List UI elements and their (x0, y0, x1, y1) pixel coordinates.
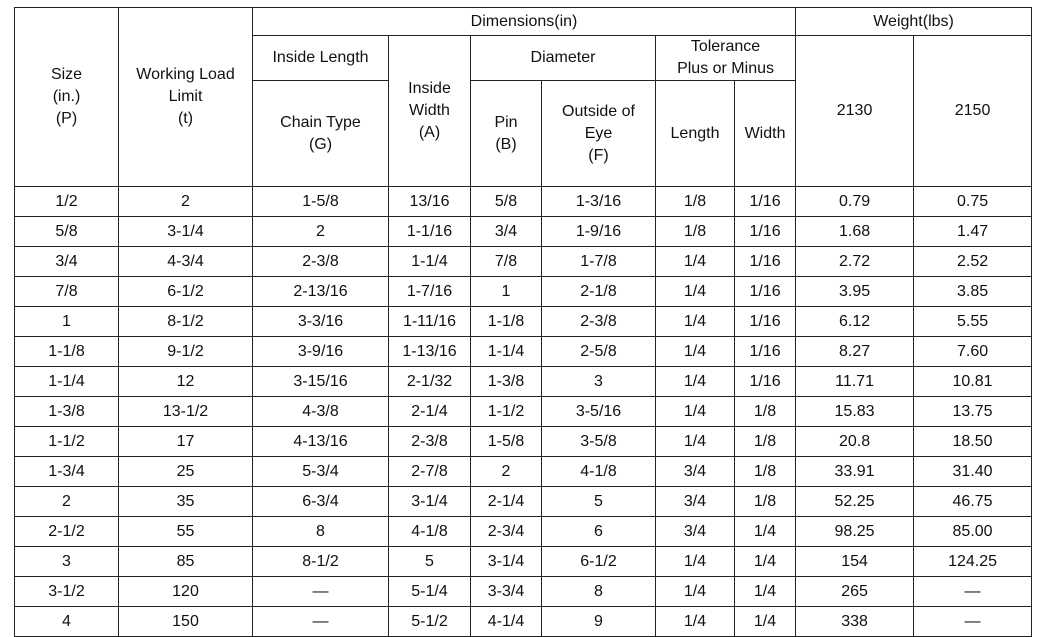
cell-working-load-limit: 8-1/2 (119, 307, 253, 337)
cell-tolerance-length: 1/4 (656, 397, 735, 427)
cell-inside-width: 5-1/2 (389, 607, 471, 637)
cell-inside-width: 1-1/16 (389, 217, 471, 247)
header-weight-2130: 2130 (796, 36, 914, 187)
cell-working-load-limit: 25 (119, 457, 253, 487)
cell-pin: 1-1/2 (471, 397, 542, 427)
cell-tolerance-length: 1/4 (656, 547, 735, 577)
cell-size: 2-1/2 (15, 517, 119, 547)
cell-chain-type: — (253, 607, 389, 637)
cell-weight-2130: 0.79 (796, 187, 914, 217)
cell-chain-type: 8-1/2 (253, 547, 389, 577)
cell-size: 5/8 (15, 217, 119, 247)
header-tolerance-length: Length (656, 81, 735, 187)
cell-outside-of-eye: 5 (542, 487, 656, 517)
cell-weight-2150: 124.25 (914, 547, 1032, 577)
table-body (15, 187, 1032, 637)
cell-weight-2130: 15.83 (796, 397, 914, 427)
header-diameter: Diameter (471, 36, 656, 81)
cell-weight-2150: 7.60 (914, 337, 1032, 367)
header-working-load-limit: Working Load Limit (t) (119, 8, 253, 187)
cell-weight-2150: 3.85 (914, 277, 1032, 307)
header-outside-of-eye: Outside of Eye (F) (542, 81, 656, 187)
cell-outside-of-eye: 1-7/8 (542, 247, 656, 277)
cell-pin: 4-1/4 (471, 607, 542, 637)
cell-chain-type: 8 (253, 517, 389, 547)
cell-outside-of-eye: 6-1/2 (542, 547, 656, 577)
cell-inside-width: 1-7/16 (389, 277, 471, 307)
cell-weight-2150: 31.40 (914, 457, 1032, 487)
cell-weight-2130: 338 (796, 607, 914, 637)
cell-pin: 3/4 (471, 217, 542, 247)
cell-pin: 3-3/4 (471, 577, 542, 607)
cell-weight-2130: 20.8 (796, 427, 914, 457)
cell-tolerance-width: 1/16 (735, 217, 796, 247)
cell-chain-type: 1-5/8 (253, 187, 389, 217)
cell-outside-of-eye: 3 (542, 367, 656, 397)
cell-tolerance-width: 1/16 (735, 187, 796, 217)
cell-chain-type: 4-13/16 (253, 427, 389, 457)
cell-size: 4 (15, 607, 119, 637)
cell-weight-2150: 10.81 (914, 367, 1032, 397)
cell-weight-2150: 5.55 (914, 307, 1032, 337)
cell-outside-of-eye: 1-9/16 (542, 217, 656, 247)
cell-working-load-limit: 4-3/4 (119, 247, 253, 277)
cell-tolerance-length: 1/4 (656, 577, 735, 607)
cell-tolerance-length: 1/4 (656, 427, 735, 457)
cell-outside-of-eye: 2-1/8 (542, 277, 656, 307)
cell-chain-type: 6-3/4 (253, 487, 389, 517)
cell-weight-2150: 13.75 (914, 397, 1032, 427)
cell-tolerance-width: 1/8 (735, 487, 796, 517)
cell-chain-type: 3-9/16 (253, 337, 389, 367)
cell-chain-type: 4-3/8 (253, 397, 389, 427)
cell-working-load-limit: 3-1/4 (119, 217, 253, 247)
cell-tolerance-length: 1/8 (656, 217, 735, 247)
cell-outside-of-eye: 2-5/8 (542, 337, 656, 367)
cell-tolerance-length: 1/4 (656, 337, 735, 367)
cell-tolerance-width: 1/4 (735, 517, 796, 547)
cell-outside-of-eye: 3-5/8 (542, 427, 656, 457)
cell-working-load-limit: 12 (119, 367, 253, 397)
cell-size: 3/4 (15, 247, 119, 277)
table-row (15, 307, 1032, 337)
cell-pin: 2 (471, 457, 542, 487)
cell-weight-2130: 33.91 (796, 457, 914, 487)
cell-working-load-limit: 13-1/2 (119, 397, 253, 427)
table-row (15, 367, 1032, 397)
cell-size: 2 (15, 487, 119, 517)
cell-chain-type: 2-3/8 (253, 247, 389, 277)
table-row (15, 457, 1032, 487)
table-row (15, 277, 1032, 307)
cell-outside-of-eye: 8 (542, 577, 656, 607)
cell-working-load-limit: 35 (119, 487, 253, 517)
header-tolerance: Tolerance Plus or Minus (656, 36, 796, 81)
cell-inside-width: 1-13/16 (389, 337, 471, 367)
cell-chain-type: 5-3/4 (253, 457, 389, 487)
cell-tolerance-width: 1/16 (735, 307, 796, 337)
header-size: Size (in.) (P) (15, 8, 119, 187)
cell-tolerance-length: 1/4 (656, 277, 735, 307)
cell-tolerance-width: 1/16 (735, 367, 796, 397)
cell-outside-of-eye: 9 (542, 607, 656, 637)
table-row (15, 337, 1032, 367)
table-row (15, 517, 1032, 547)
cell-tolerance-width: 1/8 (735, 427, 796, 457)
cell-weight-2150: — (914, 577, 1032, 607)
cell-weight-2130: 98.25 (796, 517, 914, 547)
cell-pin: 2-1/4 (471, 487, 542, 517)
cell-pin: 1-3/8 (471, 367, 542, 397)
cell-size: 1-1/4 (15, 367, 119, 397)
cell-weight-2130: 52.25 (796, 487, 914, 517)
cell-inside-width: 4-1/8 (389, 517, 471, 547)
cell-inside-width: 2-7/8 (389, 457, 471, 487)
table-row (15, 547, 1032, 577)
cell-outside-of-eye: 2-3/8 (542, 307, 656, 337)
table-row (15, 397, 1032, 427)
cell-chain-type: 3-3/16 (253, 307, 389, 337)
cell-working-load-limit: 55 (119, 517, 253, 547)
header-inside-length: Inside Length (253, 36, 389, 81)
cell-size: 1-1/2 (15, 427, 119, 457)
cell-working-load-limit: 150 (119, 607, 253, 637)
table-row (15, 427, 1032, 457)
cell-outside-of-eye: 6 (542, 517, 656, 547)
cell-weight-2150: 2.52 (914, 247, 1032, 277)
cell-tolerance-width: 1/4 (735, 547, 796, 577)
cell-tolerance-width: 1/16 (735, 247, 796, 277)
cell-weight-2130: 1.68 (796, 217, 914, 247)
cell-pin: 5/8 (471, 187, 542, 217)
cell-chain-type: 2 (253, 217, 389, 247)
cell-size: 3 (15, 547, 119, 577)
cell-pin: 1-1/8 (471, 307, 542, 337)
cell-tolerance-length: 3/4 (656, 457, 735, 487)
cell-tolerance-width: 1/8 (735, 457, 796, 487)
header-tolerance-width: Width (735, 81, 796, 187)
table-row (15, 217, 1032, 247)
cell-weight-2150: 18.50 (914, 427, 1032, 457)
cell-inside-width: 2-1/4 (389, 397, 471, 427)
cell-weight-2130: 6.12 (796, 307, 914, 337)
cell-tolerance-length: 1/4 (656, 247, 735, 277)
cell-weight-2130: 11.71 (796, 367, 914, 397)
cell-inside-width: 5 (389, 547, 471, 577)
cell-tolerance-length: 1/4 (656, 367, 735, 397)
cell-size: 1/2 (15, 187, 119, 217)
header-weight: Weight(lbs) (796, 8, 1032, 36)
cell-size: 1 (15, 307, 119, 337)
cell-outside-of-eye: 4-1/8 (542, 457, 656, 487)
cell-weight-2150: 85.00 (914, 517, 1032, 547)
cell-tolerance-width: 1/8 (735, 397, 796, 427)
cell-working-load-limit: 6-1/2 (119, 277, 253, 307)
cell-tolerance-width: 1/16 (735, 277, 796, 307)
cell-inside-width: 13/16 (389, 187, 471, 217)
shackle-spec-table (14, 7, 1032, 637)
cell-tolerance-length: 1/4 (656, 607, 735, 637)
cell-weight-2150: 46.75 (914, 487, 1032, 517)
cell-working-load-limit: 120 (119, 577, 253, 607)
cell-weight-2130: 3.95 (796, 277, 914, 307)
cell-tolerance-width: 1/4 (735, 577, 796, 607)
cell-chain-type: 3-15/16 (253, 367, 389, 397)
cell-weight-2130: 8.27 (796, 337, 914, 367)
cell-pin: 7/8 (471, 247, 542, 277)
cell-outside-of-eye: 3-5/16 (542, 397, 656, 427)
cell-pin: 1-1/4 (471, 337, 542, 367)
cell-size: 1-3/8 (15, 397, 119, 427)
cell-working-load-limit: 9-1/2 (119, 337, 253, 367)
cell-working-load-limit: 85 (119, 547, 253, 577)
cell-size: 1-1/8 (15, 337, 119, 367)
cell-inside-width: 2-3/8 (389, 427, 471, 457)
table-row (15, 247, 1032, 277)
cell-inside-width: 5-1/4 (389, 577, 471, 607)
cell-working-load-limit: 2 (119, 187, 253, 217)
cell-tolerance-length: 3/4 (656, 487, 735, 517)
cell-pin: 3-1/4 (471, 547, 542, 577)
cell-outside-of-eye: 1-3/16 (542, 187, 656, 217)
cell-weight-2130: 265 (796, 577, 914, 607)
cell-weight-2130: 154 (796, 547, 914, 577)
header-weight-2150: 2150 (914, 36, 1032, 187)
cell-inside-width: 2-1/32 (389, 367, 471, 397)
cell-tolerance-width: 1/4 (735, 607, 796, 637)
table-row (15, 577, 1032, 607)
cell-tolerance-length: 3/4 (656, 517, 735, 547)
cell-weight-2130: 2.72 (796, 247, 914, 277)
header-chain-type: Chain Type (G) (253, 81, 389, 187)
header-pin: Pin (B) (471, 81, 542, 187)
cell-weight-2150: — (914, 607, 1032, 637)
cell-tolerance-width: 1/16 (735, 337, 796, 367)
cell-chain-type: 2-13/16 (253, 277, 389, 307)
cell-pin: 1-5/8 (471, 427, 542, 457)
header-inside-width: Inside Width (A) (389, 36, 471, 187)
cell-inside-width: 1-11/16 (389, 307, 471, 337)
table-row (15, 187, 1032, 217)
cell-inside-width: 3-1/4 (389, 487, 471, 517)
cell-pin: 2-3/4 (471, 517, 542, 547)
cell-size: 3-1/2 (15, 577, 119, 607)
cell-size: 1-3/4 (15, 457, 119, 487)
cell-tolerance-length: 1/8 (656, 187, 735, 217)
cell-tolerance-length: 1/4 (656, 307, 735, 337)
cell-working-load-limit: 17 (119, 427, 253, 457)
table-row (15, 607, 1032, 637)
cell-weight-2150: 0.75 (914, 187, 1032, 217)
cell-pin: 1 (471, 277, 542, 307)
cell-inside-width: 1-1/4 (389, 247, 471, 277)
table-row (15, 487, 1032, 517)
cell-chain-type: — (253, 577, 389, 607)
cell-size: 7/8 (15, 277, 119, 307)
cell-weight-2150: 1.47 (914, 217, 1032, 247)
header-dimensions: Dimensions(in) (253, 8, 796, 36)
